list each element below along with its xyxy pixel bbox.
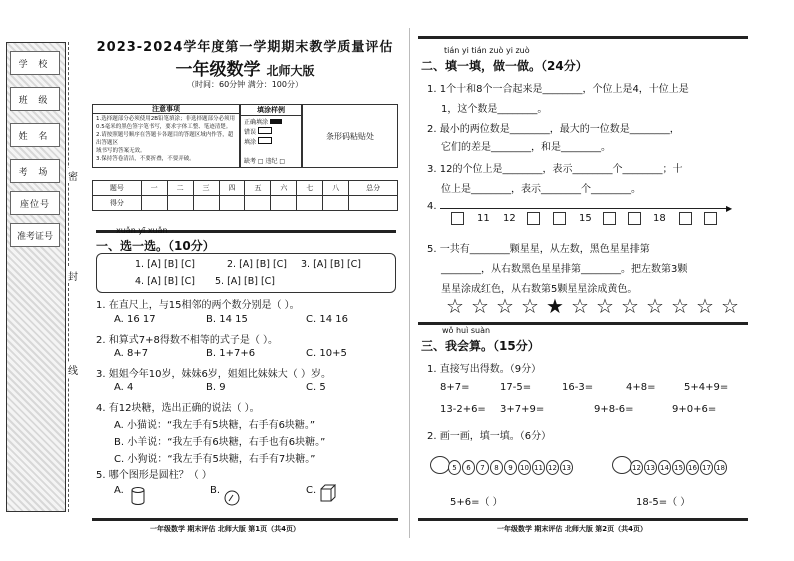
q5-option-c: C. bbox=[306, 485, 317, 496]
number-label: 15 bbox=[579, 213, 592, 224]
caterpillar-bead: 18 bbox=[714, 460, 727, 475]
caterpillar-right bbox=[612, 452, 747, 482]
fill-example-title: 填涂样例 bbox=[241, 105, 301, 116]
fill-example-box: 填涂样例 正确填涂 错误 填涂 缺考 □ 违纪 □ bbox=[240, 104, 302, 168]
fill-correct-label: 正确填涂 bbox=[244, 119, 269, 126]
q2-option-b: B. 1+7+6 bbox=[206, 348, 256, 359]
score-header: 二 bbox=[167, 181, 193, 196]
notice-title: 注意事项 bbox=[93, 105, 239, 114]
notice-line: 0.5毫米的黑色签字笔书写，要求字体工整、笔迹清楚。 bbox=[96, 124, 232, 130]
s2-q5-line1: 5. 一共有________颗星星，从左数，黑色星星排第 bbox=[427, 244, 650, 255]
notice-line: 1.选择题部分必须使用2B铅笔填涂；非选择题部分必须用 bbox=[96, 116, 236, 122]
score-table bbox=[92, 180, 398, 211]
q4-option-a: A. 小猫说：“我左手有5块糖，右手有6块糖。” bbox=[114, 420, 316, 431]
score-cell[interactable] bbox=[245, 196, 271, 211]
score-header: 总分 bbox=[349, 181, 398, 196]
star-icon: ☆ bbox=[521, 294, 539, 318]
notice-box bbox=[92, 104, 240, 168]
score-header: 七 bbox=[297, 181, 323, 196]
section2-title: 二、填一填，做一做。（24分） bbox=[421, 59, 588, 73]
s2-q5-line3: 星星涂成红色，从右数第5颗星星涂成黄色。 bbox=[441, 284, 638, 295]
black-star-icon: ★ bbox=[546, 294, 564, 318]
section3-pinyin: wǒ huì suàn bbox=[442, 326, 491, 335]
footer-rule-left bbox=[92, 518, 398, 521]
notice-line: 3.保持答卷清洁，不要折叠，不要弄破。 bbox=[96, 156, 195, 162]
number-box[interactable] bbox=[704, 212, 717, 225]
section1-pinyin: xuǎn yī xuǎn bbox=[116, 226, 168, 235]
score-cell[interactable] bbox=[349, 196, 398, 211]
q3-option-a: A. 4 bbox=[114, 382, 134, 393]
star-icon: ☆ bbox=[446, 294, 464, 318]
field-class: 班 级 bbox=[10, 87, 60, 111]
q1-option-b: B. 14 15 bbox=[206, 314, 248, 325]
page-divider bbox=[409, 28, 410, 538]
calc-item: 4+8= bbox=[626, 382, 656, 393]
caterpillar-bead: 16 bbox=[686, 460, 699, 475]
answer-option-2[interactable]: 2. [A] [B] [C] bbox=[227, 259, 288, 270]
binding-char-xian: 线 bbox=[66, 362, 80, 377]
q1-option-a: A. 16 17 bbox=[114, 314, 156, 325]
q2-option-a: A. 8+7 bbox=[114, 348, 149, 359]
star-icon: ☆ bbox=[621, 294, 639, 318]
s2-q2-line1: 2. 最小的两位数是________，最大的一位数是________， bbox=[427, 124, 680, 135]
sphere-icon bbox=[224, 490, 240, 506]
star-row bbox=[446, 296, 746, 318]
star-icon: ☆ bbox=[646, 294, 664, 318]
fill-fill-label: 填涂 bbox=[244, 139, 257, 146]
caterpillar-bead: 7 bbox=[476, 460, 489, 475]
answer-option-3[interactable]: 3. [A] [B] [C] bbox=[301, 259, 362, 270]
caterpillar-bead: 14 bbox=[658, 460, 671, 475]
number-box[interactable] bbox=[679, 212, 692, 225]
star-icon: ☆ bbox=[671, 294, 689, 318]
q5-text: 5. 哪个图形是圆柱？（ ） bbox=[96, 470, 212, 481]
caterpillar-bead: 13 bbox=[644, 460, 657, 475]
fill-wrong-label: 错误 bbox=[244, 129, 257, 136]
s2-q3-line1: 3. 12的个位上是________，表示________个________；十 bbox=[427, 164, 683, 175]
score-header: 题号 bbox=[93, 181, 142, 196]
footer-left: 一年级数学 期末评估 北师大版 第1页（共4页） bbox=[150, 525, 301, 533]
caterpillar-bead: 15 bbox=[672, 460, 685, 475]
barcode-area: 条形码粘贴处 bbox=[302, 104, 398, 168]
answer-option-4[interactable]: 4. [A] [B] [C] bbox=[135, 276, 196, 287]
star-icon: ☆ bbox=[696, 294, 714, 318]
exam-title: 2023-2024学年度第一学期期末教学质量评估 bbox=[96, 40, 394, 55]
s2-q3-line2: 位上是________，表示________个________。 bbox=[441, 184, 641, 195]
cylinder-icon bbox=[130, 486, 146, 506]
star-icon: ☆ bbox=[596, 294, 614, 318]
caterpillar-bead: 5 bbox=[448, 460, 461, 475]
number-box[interactable] bbox=[527, 212, 540, 225]
field-seat-number: 座位号 bbox=[10, 191, 60, 215]
score-cell[interactable] bbox=[141, 196, 167, 211]
field-name: 姓 名 bbox=[10, 123, 60, 147]
calc-item: 5+4+9= bbox=[684, 382, 729, 393]
caterpillar-bead: 12 bbox=[546, 460, 559, 475]
q4-text: 4. 有12块糖，选出正确的说法（ ）。 bbox=[96, 403, 260, 414]
star-icon: ☆ bbox=[496, 294, 514, 318]
caterpillar-bead: 11 bbox=[532, 460, 545, 475]
score-header: 八 bbox=[323, 181, 349, 196]
calc-item: 8+7= bbox=[440, 382, 470, 393]
number-box[interactable] bbox=[553, 212, 566, 225]
section3-rule bbox=[418, 322, 748, 325]
number-label: 12 bbox=[503, 213, 516, 224]
answer-option-1[interactable]: 1. [A] [B] [C] bbox=[135, 259, 196, 270]
footer-rule-right bbox=[418, 518, 748, 521]
q1-text: 1. 在直尺上，与15相邻的两个数分别是（ ）。 bbox=[96, 300, 300, 311]
number-line bbox=[440, 208, 730, 209]
score-header: 一 bbox=[141, 181, 167, 196]
score-row-label: 得分 bbox=[93, 196, 142, 211]
number-box[interactable] bbox=[628, 212, 641, 225]
s2-q1-line2: 1，这个数是________。 bbox=[441, 104, 548, 115]
star-icon: ☆ bbox=[471, 294, 489, 318]
field-school: 学 校 bbox=[10, 51, 60, 75]
field-ticket-number: 准考证号 bbox=[10, 223, 60, 247]
field-exam-room: 考 场 bbox=[10, 159, 60, 183]
calc-item: 9+0+6= bbox=[672, 404, 717, 415]
footer-right: 一年级数学 期末评估 北师大版 第2页（共4页） bbox=[497, 525, 648, 533]
score-header: 四 bbox=[219, 181, 245, 196]
caterpillar-bead: 17 bbox=[700, 460, 713, 475]
notice-line: 2.请按照题号顺序在答题卡各题目的答题区域内作答，超出答题区 bbox=[96, 132, 234, 146]
caterpillar-head-icon bbox=[612, 456, 632, 474]
calc-item: 3+7+9= bbox=[500, 404, 545, 415]
score-header: 六 bbox=[271, 181, 297, 196]
caterpillar-head-icon bbox=[430, 456, 450, 474]
score-cell[interactable] bbox=[193, 196, 219, 211]
s3-sub2: 2. 画一画，填一填。（6分） bbox=[427, 431, 552, 442]
section1-title: 一、选一选。（10分） bbox=[96, 239, 215, 253]
answer-option-5[interactable]: 5. [A] [B] [C] bbox=[215, 276, 276, 287]
q5-option-a: A. bbox=[114, 485, 124, 496]
q5-option-b: B. bbox=[210, 485, 221, 496]
caterpillar-bead: 13 bbox=[560, 460, 573, 475]
subject-name: 一年级数学 bbox=[175, 60, 261, 80]
q3-option-b: B. 9 bbox=[206, 382, 226, 393]
subject-title bbox=[95, 55, 395, 80]
missing-label: 缺考 bbox=[244, 158, 257, 165]
q4-option-c: C. 小狗说：“我左手有5块糖，右手有7块糖。” bbox=[114, 454, 316, 465]
edition-label: 北师大版 bbox=[266, 64, 315, 78]
calc-item: 16-3= bbox=[562, 382, 594, 393]
score-cell[interactable] bbox=[167, 196, 193, 211]
caterpillar-bead: 6 bbox=[462, 460, 475, 475]
s2-q5-line2: ________，从右数黑色星星排第________。把左数第3颗 bbox=[441, 264, 688, 275]
s3-sub1: 1. 直接写出得数。（9分） bbox=[427, 364, 542, 375]
caterpillar-bead: 10 bbox=[518, 460, 531, 475]
score-header: 五 bbox=[245, 181, 271, 196]
caterpillar-bead: 9 bbox=[504, 460, 517, 475]
q2-text: 2. 和算式7+8得数不相等的式子是（ ）。 bbox=[96, 335, 279, 346]
s2-q4-label: 4. bbox=[427, 201, 437, 212]
score-cell[interactable] bbox=[323, 196, 349, 211]
score-cell[interactable] bbox=[271, 196, 297, 211]
caterpillar-left bbox=[430, 452, 605, 482]
number-label: 18 bbox=[653, 213, 666, 224]
eq-left: 5+6=（ ） bbox=[450, 497, 503, 508]
top-rule-right bbox=[418, 36, 748, 39]
number-label: 11 bbox=[477, 213, 490, 224]
star-icon: ☆ bbox=[721, 294, 739, 318]
number-box[interactable] bbox=[603, 212, 616, 225]
notice-line: 域书写的答案无效。 bbox=[96, 148, 146, 154]
cuboid-icon bbox=[320, 484, 336, 502]
calc-item: 9+8-6= bbox=[594, 404, 634, 415]
q2-option-c: C. 10+5 bbox=[306, 348, 347, 359]
q3-option-c: C. 5 bbox=[306, 382, 326, 393]
exam-meta: （时间：60分钟 满分：100分） bbox=[187, 80, 303, 89]
section3-title: 三、我会算。（15分） bbox=[421, 339, 540, 353]
eq-right: 18-5=（ ） bbox=[636, 497, 691, 508]
s2-q2-line2: 它们的差是________，和是________。 bbox=[441, 142, 611, 153]
calc-item: 13-2+6= bbox=[440, 404, 486, 415]
section2-pinyin: tián yi tián zuò yi zuò bbox=[444, 46, 530, 55]
score-cell[interactable] bbox=[219, 196, 245, 211]
caterpillar-bead: 8 bbox=[490, 460, 503, 475]
q3-text: 3. 姐姐今年10岁，妹妹6岁，姐姐比妹妹大（ ）岁。 bbox=[96, 369, 331, 380]
s2-q1-line1: 1. 1个十和8个一合起来是________，个位上是4，十位上是 bbox=[427, 84, 689, 95]
number-line-arrow-icon: ▶ bbox=[726, 204, 733, 213]
q1-option-c: C. 14 16 bbox=[306, 314, 348, 325]
binding-char-feng: 封 bbox=[66, 268, 80, 283]
answer-box bbox=[96, 253, 396, 293]
score-cell[interactable] bbox=[297, 196, 323, 211]
calc-item: 17-5= bbox=[500, 382, 532, 393]
score-header: 三 bbox=[193, 181, 219, 196]
student-info-sidebar bbox=[6, 42, 66, 512]
number-box[interactable] bbox=[451, 212, 464, 225]
absent-label: 违纪 bbox=[265, 158, 278, 165]
q4-option-b: B. 小羊说：“我左手有6块糖，右手也有6块糖。” bbox=[114, 437, 326, 448]
binding-char-mi: 密 bbox=[66, 168, 80, 183]
caterpillar-bead: 12 bbox=[630, 460, 643, 475]
star-icon: ☆ bbox=[571, 294, 589, 318]
